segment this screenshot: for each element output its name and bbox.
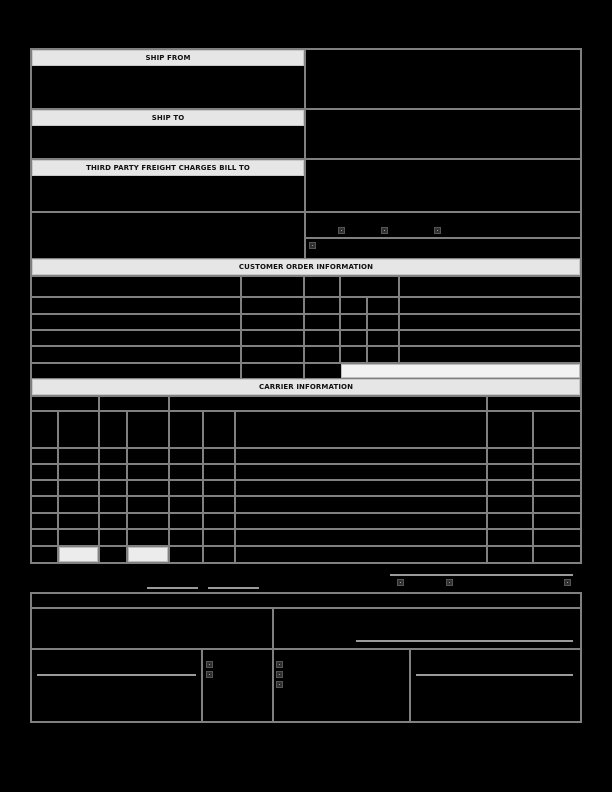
shipper-signature-date-line[interactable]	[37, 674, 196, 676]
master-bol-checkbox[interactable]	[309, 242, 316, 249]
carrier-name-field[interactable]	[306, 110, 580, 158]
ship-to-field[interactable]	[32, 126, 304, 158]
bottom-divider-trailer	[201, 648, 203, 723]
customer-order-header	[32, 259, 580, 275]
carrier-col-line	[98, 395, 100, 562]
carrier-row-line	[30, 512, 582, 514]
cod-collect-checkbox[interactable]	[397, 579, 404, 586]
customer-order-col-line	[366, 296, 368, 363]
freight-third-party-checkbox[interactable]	[434, 227, 441, 234]
special-instructions-field[interactable]	[32, 213, 304, 258]
freight-counted-by-driver-pallets-checkbox[interactable]	[276, 671, 283, 678]
carrier-header	[32, 379, 580, 395]
carrier-row-line	[30, 495, 582, 497]
ship-from-field[interactable]	[32, 66, 304, 108]
third-party-field[interactable]	[32, 176, 304, 211]
freight-counted-by-driver-pieces-checkbox[interactable]	[276, 681, 283, 688]
bottom-frame-right	[580, 592, 582, 723]
cod-prepaid-checkbox[interactable]	[446, 579, 453, 586]
freight-prepaid-checkbox[interactable]	[338, 227, 345, 234]
carrier-handling-unit-total-shaded	[59, 547, 98, 562]
bottom-divider-mid	[272, 607, 274, 723]
frame-bottom-carrier	[30, 562, 582, 564]
carrier-label: CARRIER INFORMATION	[258, 383, 354, 391]
carrier-row-line	[30, 447, 582, 449]
carrier-row-line	[30, 410, 582, 412]
ship-from-header	[32, 50, 304, 66]
third-party-header	[32, 160, 304, 176]
customer-order-row-line	[30, 313, 582, 315]
customer-order-col-line	[240, 275, 242, 378]
freight-counted-by-shipper-checkbox[interactable]	[276, 661, 283, 668]
carrier-col-line	[486, 395, 488, 562]
ship-to-label: SHIP TO	[151, 114, 185, 122]
shipper-signature-line[interactable]	[356, 640, 573, 642]
bottom-divider-carrier	[409, 648, 411, 723]
customer-order-col-line	[398, 275, 400, 363]
customer-order-row-line	[30, 329, 582, 331]
freight-collect-checkbox[interactable]	[381, 227, 388, 234]
customer-order-row-line	[30, 296, 582, 298]
carrier-col-line	[234, 410, 236, 562]
carrier-col-line	[126, 410, 128, 562]
carrier-row-line	[30, 479, 582, 481]
bottom-divider-2	[30, 648, 582, 650]
carrier-signature-date-line[interactable]	[416, 674, 573, 676]
trailer-loaded-by-shipper-checkbox[interactable]	[206, 661, 213, 668]
carrier-package-total-shaded	[128, 547, 168, 562]
customer-order-grand-total-shaded	[341, 364, 580, 378]
bol-number-field[interactable]	[306, 50, 580, 108]
cod-amount-line[interactable]	[390, 574, 573, 576]
bottom-frame-left	[30, 592, 32, 723]
bottom-divider-1	[30, 607, 582, 609]
third-party-label: THIRD PARTY FREIGHT CHARGES BILL TO	[86, 164, 250, 172]
declared-value-per-line[interactable]	[208, 587, 259, 589]
pro-number-field[interactable]	[306, 160, 580, 211]
customer-order-col-line	[303, 275, 305, 378]
carrier-row-line	[30, 463, 582, 465]
note-liability-text	[32, 594, 580, 607]
bottom-frame-bottom	[30, 721, 582, 723]
ship-to-header	[32, 110, 304, 126]
customer-order-label: CUSTOMER ORDER INFORMATION	[238, 263, 374, 271]
divider-freight-terms	[304, 237, 582, 239]
carrier-col-line	[168, 395, 170, 562]
carrier-row-line	[30, 545, 582, 547]
customer-order-col-line	[339, 275, 341, 363]
declared-value-line[interactable]	[147, 587, 198, 589]
cod-customer-check-checkbox[interactable]	[564, 579, 571, 586]
carrier-row-line	[30, 528, 582, 530]
carrier-col-line	[202, 410, 204, 562]
customer-order-row-line	[30, 275, 582, 277]
customer-order-row-line	[30, 345, 582, 347]
carrier-col-line	[532, 410, 534, 562]
frame-right-line	[580, 48, 582, 564]
ship-from-label: SHIP FROM	[145, 54, 191, 62]
trailer-loaded-by-driver-checkbox[interactable]	[206, 671, 213, 678]
carrier-col-line	[57, 410, 59, 562]
carrier-row-line	[30, 395, 582, 397]
